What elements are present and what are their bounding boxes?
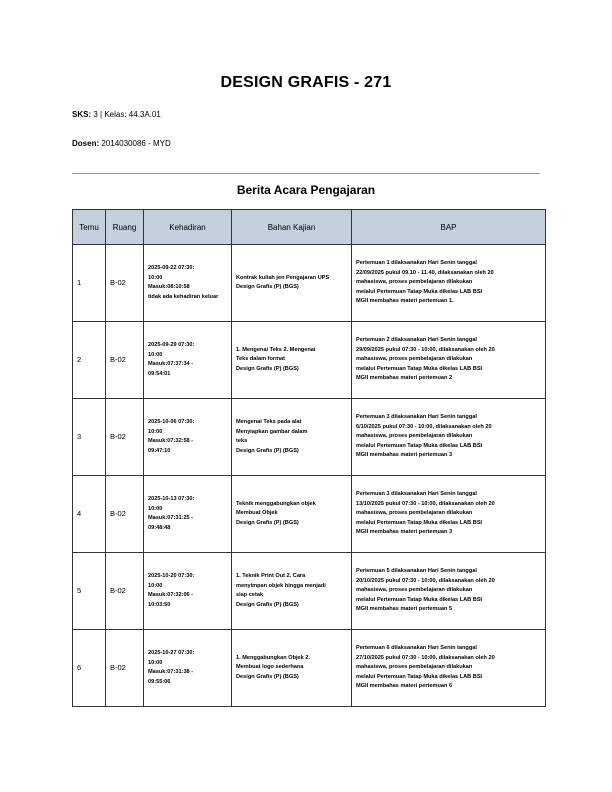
- cell-bap-line: Pertemuan 3 dilaksanakan Hari Senin tanggal: [356, 491, 477, 498]
- cell-bap-line: mahasiswa, proses pembelajaran dilakukan: [356, 279, 473, 286]
- cell-bap-line: mahasiswa, proses pembelajaran dilakukan: [356, 433, 473, 440]
- cell-kehadiran-line: 2025-09-22 07:30:: [148, 265, 195, 271]
- cell-bahan-kajian: [232, 399, 352, 476]
- cell-bahan-kajian-line: Menyiapkan gambar dalam: [236, 428, 308, 435]
- cell-kehadiran-line: Masuk:07:31:25 -: [148, 515, 194, 521]
- cell-bahan-kajian-line: Membuat logo sederhana: [236, 664, 304, 671]
- cell-ruang: B-02: [106, 399, 144, 476]
- cell-bap-line: Pertemuan 6 dilaksanakan Hari Senin tanggal: [356, 645, 477, 652]
- cell-bap-line: Pertemuan 3 dilaksanakan Hari Senin tanggal: [356, 414, 477, 421]
- header-kehadiran: Kehadiran: [144, 210, 232, 245]
- dosen-label: Dosen:: [72, 139, 100, 148]
- cell-bahan-kajian-line: 1. Mengenai Teks 2. Mengenai: [236, 346, 316, 353]
- dosen-line: [72, 139, 171, 148]
- sks-kelas-value: 3 | Kelas: 44.3A.01: [93, 110, 161, 119]
- cell-kehadiran-line: Masuk:08:10:58: [148, 284, 190, 290]
- cell-ruang: B-02: [106, 553, 144, 630]
- cell-kehadiran-line: 10:00: [148, 351, 163, 358]
- cell-bap-line: 22/09/2025 pukul 09.10 - 11.40, dilaksanakan oleh 20: [356, 269, 494, 276]
- cell-kehadiran-line: 09:54:01: [148, 370, 171, 377]
- cell-bap: [352, 476, 546, 553]
- cell-bap-line: 13/10/2025 pukul 07:30 - 10:00, dilaksanakan oleh 20: [356, 500, 495, 507]
- cell-bap-line: MGII membahas materi pertemuan 3: [356, 452, 453, 459]
- cell-temu: 3: [73, 399, 106, 476]
- page-title: DESIGN GRAFIS - 271: [220, 74, 392, 91]
- cell-bahan-kajian-line: 1. Menggabungkan Objek 2.: [236, 654, 310, 661]
- cell-kehadiran-line: 09:47:10: [148, 447, 171, 454]
- dosen-value: 2014030086 - MYD: [101, 139, 171, 148]
- cell-bap-line: MGII membahas materi pertemuan 5: [356, 606, 453, 613]
- cell-kehadiran-line: 10:00: [148, 659, 163, 666]
- table-header-row: [73, 210, 546, 245]
- cell-bap-line: melalui Pertemuan Tatap Muka dikelas LAB BSI: [356, 288, 483, 295]
- cell-bap-line: MGII membahas materi pertemuan 2: [356, 375, 453, 382]
- cell-temu: 2: [73, 322, 106, 399]
- cell-kehadiran-line: Masuk:07:32:06 -: [148, 592, 194, 598]
- cell-bahan-kajian-line: teks: [236, 438, 248, 444]
- cell-bahan-kajian-line: Design Grafis (P) (BGS): [236, 601, 299, 608]
- cell-bahan-kajian: [232, 476, 352, 553]
- cell-kehadiran: [144, 245, 232, 322]
- sks-kelas-line: [72, 110, 161, 119]
- cell-bahan-kajian: [232, 553, 352, 630]
- cell-bap-line: melalui Pertemuan Tatap Muka dikelas LAB BSI: [356, 673, 483, 680]
- bap-table: [72, 209, 546, 707]
- cell-bap-line: Pertemuan 1 dilaksanakan Hari Senin tanggal: [356, 260, 477, 267]
- cell-bap-line: 20/10/2025 pukul 07:30 - 10:00, dilaksanakan oleh 20: [356, 577, 495, 584]
- cell-bahan-kajian: [232, 245, 352, 322]
- cell-kehadiran: [144, 476, 232, 553]
- cell-temu: 5: [73, 553, 106, 630]
- cell-kehadiran-line: 10:00: [148, 582, 163, 589]
- cell-bap-line: Pertemuan 5 dilaksanakan Hari Senin tanggal: [356, 568, 477, 575]
- cell-bahan-kajian-line: Design Grafis (P) (BGS): [236, 519, 299, 526]
- cell-bap: [352, 245, 546, 322]
- cell-kehadiran-line: 2025-10-06 07:30:: [148, 419, 195, 425]
- cell-kehadiran-line: 10:00: [148, 505, 163, 512]
- cell-bap: [352, 553, 546, 630]
- header-temu: Temu: [73, 210, 106, 245]
- cell-temu: 1: [73, 245, 106, 322]
- cell-bahan-kajian-line: siap cetak: [236, 592, 264, 598]
- cell-bahan-kajian-line: Design Grafis (P) (BGS): [236, 284, 299, 290]
- divider: [72, 173, 540, 174]
- cell-bahan-kajian-line: Kontrak kuliah jen Pengajaran UPS: [236, 274, 330, 281]
- sks-label: SKS:: [72, 110, 92, 119]
- cell-temu: 4: [73, 476, 106, 553]
- cell-kehadiran-line: 10:00: [148, 428, 163, 435]
- cell-bap: [352, 322, 546, 399]
- cell-bap: [352, 630, 546, 707]
- cell-bahan-kajian-line: Design Grafis (P) (BGS): [236, 673, 299, 680]
- cell-bap: [352, 399, 546, 476]
- cell-bahan-kajian-line: menyimpan objek hingga menjadi: [236, 582, 326, 589]
- cell-bap-line: 27/10/2025 pukul 07:30 - 10:00, dilaksanakan oleh 20: [356, 654, 495, 661]
- cell-kehadiran-line: 10:03:50: [148, 601, 171, 608]
- cell-bahan-kajian-line: Membuat Objek: [236, 510, 278, 517]
- cell-bahan-kajian: [232, 322, 352, 399]
- cell-bahan-kajian-line: Teknik menggabungkan objek: [236, 500, 316, 507]
- cell-bahan-kajian-line: Teks dalam format: [236, 356, 286, 363]
- cell-bap-line: MGII membahas materi pertemuan 1.: [356, 298, 454, 305]
- cell-kehadiran: [144, 553, 232, 630]
- cell-bap-line: melalui Pertemuan Tatap Muka dikelas LAB BSI: [356, 596, 483, 603]
- cell-ruang: B-02: [106, 476, 144, 553]
- cell-bahan-kajian-line: Design Grafis (P) (BGS): [236, 365, 299, 372]
- table-row: [73, 630, 546, 707]
- cell-kehadiran-line: Masuk:07:32:58 -: [148, 438, 194, 444]
- cell-kehadiran-line: 2025-10-13 07:30:: [148, 496, 195, 502]
- cell-bap-line: 6/10/2025 pukul 07:30 - 10:00, dilaksanakan oleh 20: [356, 423, 492, 430]
- header-ruang: Ruang: [106, 210, 144, 245]
- cell-bahan-kajian-line: Mengenai Teks pada alat: [236, 419, 302, 425]
- cell-bap-line: mahasiswa, proses pembelajaran dilakukan: [356, 356, 473, 363]
- cell-kehadiran: [144, 399, 232, 476]
- cell-kehadiran-line: 2025-10-20 07:30:: [148, 573, 195, 579]
- section-title: Berita Acara Pengajaran: [236, 183, 376, 197]
- cell-temu: 6: [73, 630, 106, 707]
- cell-kehadiran: [144, 322, 232, 399]
- cell-bap-line: MGII membahas materi pertemuan 6: [356, 683, 453, 690]
- cell-ruang: B-02: [106, 322, 144, 399]
- cell-bahan-kajian-line: Design Grafis (P) (BGS): [236, 447, 299, 454]
- cell-bap-line: MGII membahas materi pertemuan 3: [356, 529, 453, 536]
- cell-bap-line: melalui Pertemuan Tatap Muka dikelas LAB BSI: [356, 365, 483, 372]
- cell-kehadiran: [144, 630, 232, 707]
- cell-kehadiran-line: 2025-10-27 07:30:: [148, 650, 195, 656]
- table-row: [73, 245, 546, 322]
- header-bahan-kajian: Bahan Kajian: [232, 210, 352, 245]
- cell-bap-line: melalui Pertemuan Tatap Muka dikelas LAB BSI: [356, 519, 483, 526]
- cell-bap-line: mahasiswa, proses pembelajaran dilakukan: [356, 587, 473, 594]
- table-row: [73, 476, 546, 553]
- cell-bap-line: 29/09/2025 pukul 07:30 - 10:00, dilaksanakan oleh 20: [356, 346, 495, 353]
- table-row: [73, 553, 546, 630]
- cell-bap-line: Pertemuan 2 dilaksanakan Hari Senin tanggal: [356, 337, 477, 344]
- header-bap: BAP: [352, 210, 546, 245]
- cell-kehadiran-line: tidak ada kehadiran keluar: [148, 293, 219, 300]
- cell-kehadiran-line: 09:55:06: [148, 678, 171, 685]
- table-row: [73, 399, 546, 476]
- cell-kehadiran-line: Masuk:07:37:34 -: [148, 361, 194, 367]
- cell-kehadiran-line: 10:00: [148, 274, 163, 281]
- cell-kehadiran-line: 2025-09-29 07:30:: [148, 342, 195, 348]
- cell-bap-line: melalui Pertemuan Tatap Muka dikelas LAB BSI: [356, 442, 483, 449]
- cell-kehadiran-line: Masuk:07:31:38 -: [148, 669, 194, 675]
- cell-ruang: B-02: [106, 245, 144, 322]
- cell-bap-line: mahasiswa, proses pembelajaran dilakukan: [356, 664, 473, 671]
- table-row: [73, 322, 546, 399]
- cell-bahan-kajian: [232, 630, 352, 707]
- cell-kehadiran-line: 09:48:48: [148, 524, 171, 531]
- cell-bap-line: mahasiswa, proses pembelajaran dilakukan: [356, 510, 473, 517]
- cell-bahan-kajian-line: 1. Teknik Print Out 2. Cara: [236, 573, 306, 579]
- cell-ruang: B-02: [106, 630, 144, 707]
